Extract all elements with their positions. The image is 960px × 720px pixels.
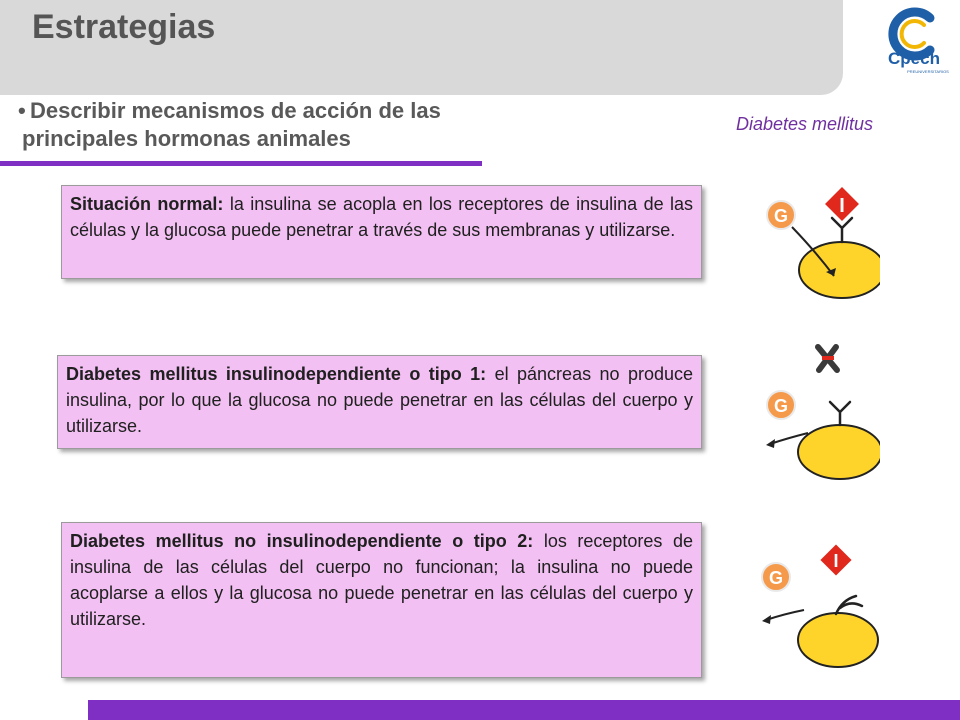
type1-cell-diagram <box>750 340 880 480</box>
page-title: Estrategias <box>32 8 216 46</box>
case-type1-box <box>57 355 702 449</box>
glucose-label: G <box>768 568 784 588</box>
footer-bar <box>88 700 960 720</box>
objective-line-2: principales hormonas animales <box>22 126 351 151</box>
case-text: la insulina se acopla en los receptores de insulina de las células y la glucosa puede penetrar a través de sus membranas y utilizarse. <box>70 194 694 240</box>
insulin-label: I <box>839 195 845 217</box>
cell-icon <box>798 425 880 479</box>
absent-insulin-icon <box>818 347 837 370</box>
case-text: el páncreas no produce insulina, por lo que la glucosa no puede penetrar en las células del cuerpo y utilizarse. <box>66 364 693 436</box>
insulin-label: I <box>833 551 839 571</box>
arrowhead-icon <box>762 615 771 624</box>
receptor-icon <box>830 402 850 425</box>
objective-line-1: Describir mecanismos de acción de las <box>30 98 441 123</box>
topic-label: Diabetes mellitus <box>736 114 874 134</box>
broken-receptor-icon <box>836 596 862 614</box>
arrow-icon <box>766 610 804 620</box>
cell-icon <box>799 242 880 298</box>
receptor-icon <box>832 218 852 242</box>
logo-subtext: PREUNIVERSITARIOS <box>907 69 949 74</box>
title-bar <box>0 0 843 95</box>
case-normal-box <box>61 185 702 279</box>
logo-text: Cpech <box>888 49 940 68</box>
normal-cell-diagram <box>750 172 880 302</box>
cpech-logo <box>872 6 956 76</box>
case-type2-box <box>61 522 702 678</box>
objective-underline <box>0 161 482 166</box>
cell-icon <box>798 613 878 667</box>
arrowhead-icon <box>766 439 775 448</box>
glucose-label: G <box>773 206 789 226</box>
type2-cell-diagram <box>750 540 880 680</box>
glucose-label: G <box>773 396 789 416</box>
case-text: los receptores de insulina de las células del cuerpo no funcionan; la insulina no puede acoplarse a ellos y la glucosa no puede penetrar en las células del cuerpo y utilizarse. <box>70 531 693 629</box>
case-heading: Situación normal: <box>70 194 224 214</box>
case-heading: Diabetes mellitus insulinodependiente o tipo 1: <box>66 364 487 384</box>
case-heading: Diabetes mellitus no insulinodependiente o tipo 2: <box>70 531 534 551</box>
bullet-icon: • <box>18 98 26 123</box>
